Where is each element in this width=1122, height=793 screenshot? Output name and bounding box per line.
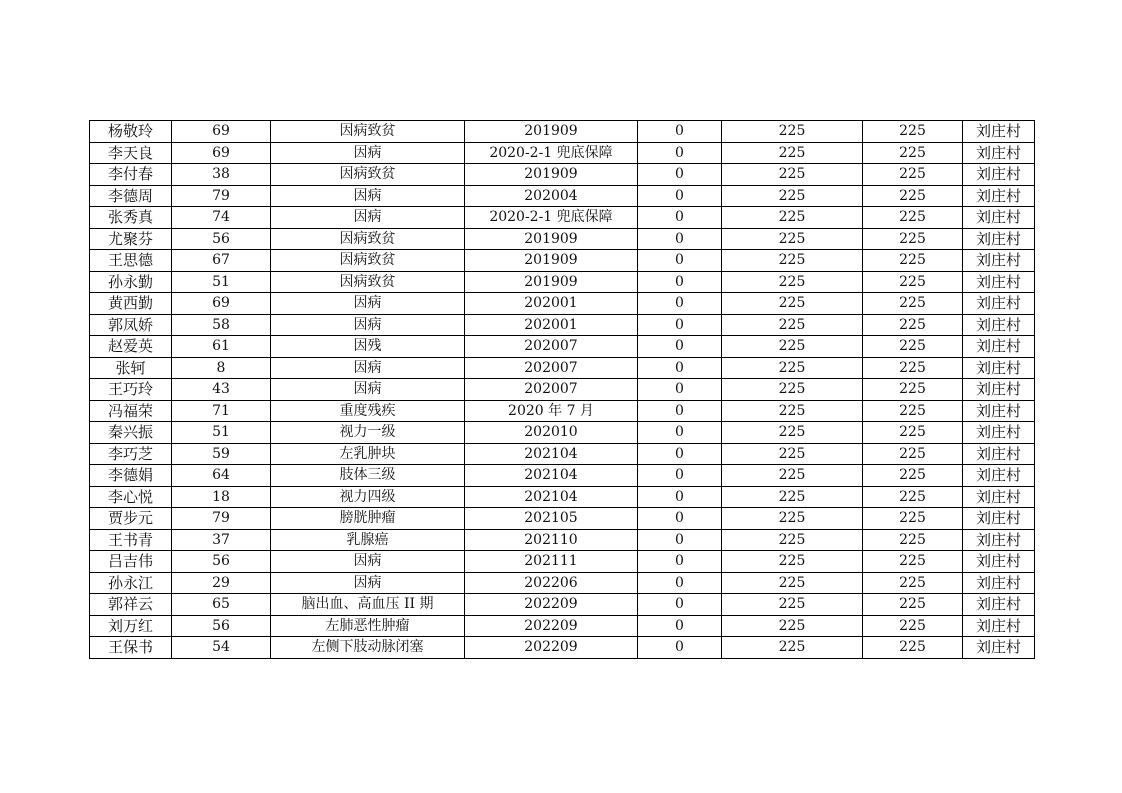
cell-reason: 因病	[271, 572, 465, 594]
table-row	[90, 422, 1035, 444]
cell-age: 79	[172, 508, 271, 530]
cell-value-c: 225	[863, 637, 963, 659]
cell-value-c: 225	[863, 400, 963, 422]
cell-age: 18	[172, 486, 271, 508]
table-row	[90, 314, 1035, 336]
cell-date: 201909	[465, 164, 638, 186]
cell-age: 43	[172, 379, 271, 401]
cell-village: 刘庄村	[963, 551, 1035, 573]
cell-date: 202007	[465, 336, 638, 358]
cell-date: 2020-2-1 兜底保障	[465, 142, 638, 164]
cell-value-c: 225	[863, 551, 963, 573]
cell-age: 37	[172, 529, 271, 551]
cell-value-c: 225	[863, 529, 963, 551]
cell-value-c: 225	[863, 185, 963, 207]
cell-reason: 乳腺癌	[271, 529, 465, 551]
cell-value-b: 225	[722, 293, 863, 315]
cell-value-c: 225	[863, 142, 963, 164]
cell-village: 刘庄村	[963, 443, 1035, 465]
cell-reason: 因病致贫	[271, 164, 465, 186]
cell-value-b: 225	[722, 228, 863, 250]
cell-value-a: 0	[638, 508, 722, 530]
cell-reason: 左肺恶性肿瘤	[271, 615, 465, 637]
cell-date: 202206	[465, 572, 638, 594]
cell-value-b: 225	[722, 443, 863, 465]
cell-village: 刘庄村	[963, 508, 1035, 530]
cell-name: 李心悦	[90, 486, 172, 508]
cell-age: 65	[172, 594, 271, 616]
cell-value-b: 225	[722, 594, 863, 616]
cell-value-b: 225	[722, 572, 863, 594]
cell-name: 张轲	[90, 357, 172, 379]
cell-name: 刘万红	[90, 615, 172, 637]
cell-name: 李付春	[90, 164, 172, 186]
cell-value-c: 225	[863, 572, 963, 594]
cell-value-a: 0	[638, 185, 722, 207]
table-row	[90, 142, 1035, 164]
cell-date: 202001	[465, 314, 638, 336]
cell-value-c: 225	[863, 486, 963, 508]
cell-value-b: 225	[722, 465, 863, 487]
table-row	[90, 594, 1035, 616]
cell-value-b: 225	[722, 314, 863, 336]
table-row	[90, 207, 1035, 229]
cell-age: 56	[172, 551, 271, 573]
cell-date: 202209	[465, 594, 638, 616]
table-row	[90, 164, 1035, 186]
cell-date: 202111	[465, 551, 638, 573]
cell-name: 孙永江	[90, 572, 172, 594]
cell-village: 刘庄村	[963, 142, 1035, 164]
cell-name: 郭祥云	[90, 594, 172, 616]
cell-name: 杨敬玲	[90, 121, 172, 143]
cell-reason: 因病致贫	[271, 121, 465, 143]
cell-value-b: 225	[722, 164, 863, 186]
cell-name: 尤聚芬	[90, 228, 172, 250]
cell-value-b: 225	[722, 271, 863, 293]
cell-age: 74	[172, 207, 271, 229]
cell-village: 刘庄村	[963, 637, 1035, 659]
cell-reason: 因病	[271, 185, 465, 207]
cell-village: 刘庄村	[963, 271, 1035, 293]
cell-name: 孙永勤	[90, 271, 172, 293]
table-row	[90, 486, 1035, 508]
cell-date: 202004	[465, 185, 638, 207]
table-row	[90, 465, 1035, 487]
cell-date: 201909	[465, 121, 638, 143]
cell-village: 刘庄村	[963, 572, 1035, 594]
table-body	[90, 121, 1035, 659]
table-row	[90, 228, 1035, 250]
cell-reason: 左侧下肢动脉闭塞	[271, 637, 465, 659]
cell-date: 201909	[465, 250, 638, 272]
document-page	[89, 120, 1034, 659]
table-row	[90, 185, 1035, 207]
cell-value-a: 0	[638, 379, 722, 401]
cell-name: 冯福荣	[90, 400, 172, 422]
cell-value-c: 225	[863, 271, 963, 293]
cell-value-a: 0	[638, 594, 722, 616]
cell-value-a: 0	[638, 142, 722, 164]
cell-village: 刘庄村	[963, 594, 1035, 616]
table-row	[90, 357, 1035, 379]
cell-age: 51	[172, 422, 271, 444]
cell-reason: 因病致贫	[271, 271, 465, 293]
cell-village: 刘庄村	[963, 250, 1035, 272]
cell-reason: 膀胱肿瘤	[271, 508, 465, 530]
cell-value-a: 0	[638, 228, 722, 250]
cell-date: 201909	[465, 228, 638, 250]
cell-value-c: 225	[863, 314, 963, 336]
table-row	[90, 271, 1035, 293]
table-row	[90, 615, 1035, 637]
cell-village: 刘庄村	[963, 336, 1035, 358]
cell-age: 69	[172, 121, 271, 143]
cell-value-b: 225	[722, 185, 863, 207]
cell-age: 54	[172, 637, 271, 659]
cell-age: 56	[172, 615, 271, 637]
cell-date: 201909	[465, 271, 638, 293]
table-row	[90, 572, 1035, 594]
cell-value-b: 225	[722, 357, 863, 379]
cell-value-c: 225	[863, 164, 963, 186]
cell-date: 202104	[465, 486, 638, 508]
cell-value-b: 225	[722, 400, 863, 422]
table-row	[90, 379, 1035, 401]
cell-value-c: 225	[863, 443, 963, 465]
cell-village: 刘庄村	[963, 422, 1035, 444]
table-row	[90, 400, 1035, 422]
cell-value-a: 0	[638, 121, 722, 143]
cell-value-c: 225	[863, 121, 963, 143]
cell-value-c: 225	[863, 465, 963, 487]
cell-value-a: 0	[638, 529, 722, 551]
cell-value-c: 225	[863, 422, 963, 444]
cell-name: 李天良	[90, 142, 172, 164]
cell-reason: 因病致贫	[271, 228, 465, 250]
data-table	[89, 120, 1035, 659]
cell-village: 刘庄村	[963, 486, 1035, 508]
cell-reason: 脑出血、高血压 II 期	[271, 594, 465, 616]
cell-reason: 因病	[271, 142, 465, 164]
cell-name: 赵爱英	[90, 336, 172, 358]
cell-value-a: 0	[638, 293, 722, 315]
cell-village: 刘庄村	[963, 293, 1035, 315]
cell-value-a: 0	[638, 400, 722, 422]
cell-age: 29	[172, 572, 271, 594]
cell-reason: 重度残疾	[271, 400, 465, 422]
cell-value-c: 225	[863, 594, 963, 616]
cell-value-c: 225	[863, 508, 963, 530]
cell-name: 李德周	[90, 185, 172, 207]
cell-village: 刘庄村	[963, 529, 1035, 551]
cell-value-a: 0	[638, 443, 722, 465]
cell-value-b: 225	[722, 422, 863, 444]
cell-date: 202209	[465, 615, 638, 637]
cell-value-c: 225	[863, 207, 963, 229]
cell-date: 202104	[465, 443, 638, 465]
cell-value-b: 225	[722, 121, 863, 143]
cell-reason: 因病	[271, 357, 465, 379]
cell-name: 李巧芝	[90, 443, 172, 465]
table-row	[90, 293, 1035, 315]
cell-reason: 因病	[271, 379, 465, 401]
table-row	[90, 336, 1035, 358]
cell-value-a: 0	[638, 336, 722, 358]
cell-name: 王巧玲	[90, 379, 172, 401]
cell-date: 202105	[465, 508, 638, 530]
cell-value-c: 225	[863, 615, 963, 637]
cell-value-a: 0	[638, 164, 722, 186]
table-row	[90, 443, 1035, 465]
cell-value-b: 225	[722, 529, 863, 551]
cell-value-b: 225	[722, 336, 863, 358]
cell-village: 刘庄村	[963, 615, 1035, 637]
cell-age: 64	[172, 465, 271, 487]
cell-date: 202007	[465, 357, 638, 379]
cell-name: 秦兴振	[90, 422, 172, 444]
cell-value-a: 0	[638, 207, 722, 229]
cell-value-b: 225	[722, 551, 863, 573]
cell-age: 38	[172, 164, 271, 186]
cell-value-c: 225	[863, 336, 963, 358]
cell-date: 202104	[465, 465, 638, 487]
cell-age: 59	[172, 443, 271, 465]
cell-date: 202209	[465, 637, 638, 659]
cell-village: 刘庄村	[963, 185, 1035, 207]
cell-reason: 因病	[271, 293, 465, 315]
cell-date: 202001	[465, 293, 638, 315]
cell-reason: 视力四级	[271, 486, 465, 508]
cell-name: 吕吉伟	[90, 551, 172, 573]
table-row	[90, 250, 1035, 272]
cell-reason: 肢体三级	[271, 465, 465, 487]
cell-value-c: 225	[863, 228, 963, 250]
cell-age: 67	[172, 250, 271, 272]
cell-value-b: 225	[722, 379, 863, 401]
cell-age: 56	[172, 228, 271, 250]
cell-village: 刘庄村	[963, 314, 1035, 336]
cell-age: 51	[172, 271, 271, 293]
cell-value-c: 225	[863, 293, 963, 315]
cell-value-b: 225	[722, 250, 863, 272]
cell-age: 58	[172, 314, 271, 336]
cell-value-c: 225	[863, 357, 963, 379]
cell-age: 71	[172, 400, 271, 422]
cell-value-a: 0	[638, 357, 722, 379]
cell-age: 8	[172, 357, 271, 379]
cell-value-a: 0	[638, 486, 722, 508]
cell-village: 刘庄村	[963, 228, 1035, 250]
cell-value-a: 0	[638, 551, 722, 573]
cell-village: 刘庄村	[963, 207, 1035, 229]
cell-age: 69	[172, 293, 271, 315]
cell-reason: 因病致贫	[271, 250, 465, 272]
table-row	[90, 121, 1035, 143]
cell-date: 202007	[465, 379, 638, 401]
cell-value-b: 225	[722, 207, 863, 229]
cell-value-b: 225	[722, 142, 863, 164]
cell-value-b: 225	[722, 615, 863, 637]
cell-village: 刘庄村	[963, 164, 1035, 186]
cell-date: 202010	[465, 422, 638, 444]
cell-reason: 因残	[271, 336, 465, 358]
cell-value-a: 0	[638, 572, 722, 594]
cell-reason: 因病	[271, 551, 465, 573]
cell-age: 69	[172, 142, 271, 164]
table-row	[90, 508, 1035, 530]
cell-value-a: 0	[638, 250, 722, 272]
cell-village: 刘庄村	[963, 357, 1035, 379]
cell-reason: 因病	[271, 207, 465, 229]
cell-age: 61	[172, 336, 271, 358]
cell-reason: 视力一级	[271, 422, 465, 444]
cell-village: 刘庄村	[963, 465, 1035, 487]
cell-value-a: 0	[638, 271, 722, 293]
cell-value-b: 225	[722, 486, 863, 508]
cell-name: 李德娟	[90, 465, 172, 487]
cell-village: 刘庄村	[963, 379, 1035, 401]
cell-name: 张秀真	[90, 207, 172, 229]
cell-name: 黄西勤	[90, 293, 172, 315]
cell-name: 王思德	[90, 250, 172, 272]
cell-value-c: 225	[863, 379, 963, 401]
cell-name: 贾步元	[90, 508, 172, 530]
cell-date: 2020 年 7 月	[465, 400, 638, 422]
cell-name: 王书青	[90, 529, 172, 551]
table-row	[90, 529, 1035, 551]
cell-name: 郭凤娇	[90, 314, 172, 336]
cell-value-a: 0	[638, 422, 722, 444]
cell-village: 刘庄村	[963, 121, 1035, 143]
cell-date: 202110	[465, 529, 638, 551]
cell-value-c: 225	[863, 250, 963, 272]
cell-value-a: 0	[638, 314, 722, 336]
cell-value-a: 0	[638, 465, 722, 487]
cell-value-b: 225	[722, 508, 863, 530]
cell-reason: 因病	[271, 314, 465, 336]
cell-value-a: 0	[638, 615, 722, 637]
cell-name: 王保书	[90, 637, 172, 659]
table-row	[90, 637, 1035, 659]
cell-value-b: 225	[722, 637, 863, 659]
cell-village: 刘庄村	[963, 400, 1035, 422]
cell-age: 79	[172, 185, 271, 207]
cell-reason: 左乳肿块	[271, 443, 465, 465]
cell-value-a: 0	[638, 637, 722, 659]
table-row	[90, 551, 1035, 573]
cell-date: 2020-2-1 兜底保障	[465, 207, 638, 229]
